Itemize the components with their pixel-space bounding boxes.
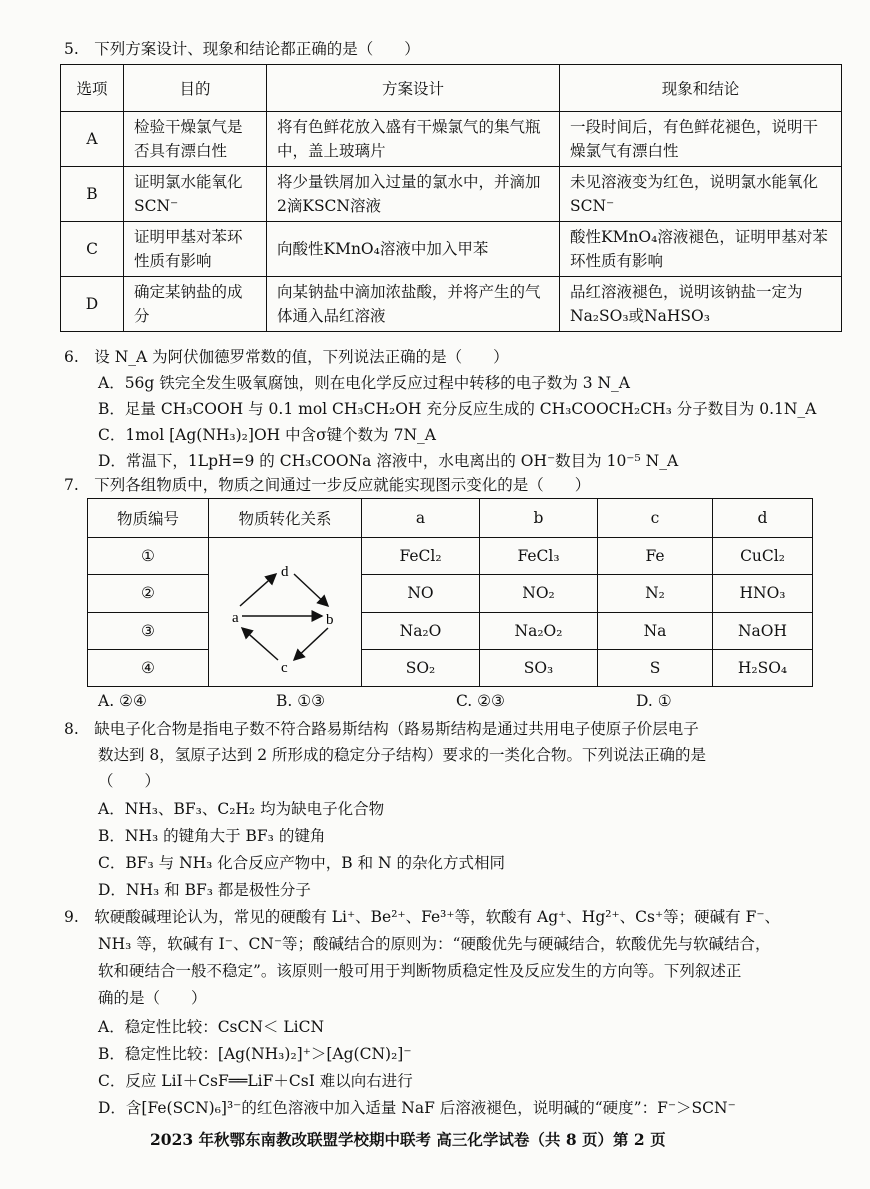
table-row xyxy=(88,575,813,612)
node-b: b xyxy=(326,612,334,628)
q5-table xyxy=(60,64,842,332)
option-cell: C xyxy=(61,222,124,277)
node-d: d xyxy=(281,564,289,580)
col-header: 方案设计 xyxy=(267,65,560,112)
design-cell: 向某钠盐中滴加浓盐酸，并将产生的气体通入品红溶液 xyxy=(267,277,560,332)
q9-option-b: B．稳定性比较：[Ag(NH₃)₂]⁺＞[Ag(CN)₂]⁻ xyxy=(98,1045,412,1063)
q6-option-c: C．1mol [Ag(NH₃)₂]OH 中含σ键个数为 7N_A xyxy=(98,426,436,444)
result-cell: 未见溶液变为红色，说明氯水能氧化SCN⁻ xyxy=(560,167,842,222)
option-cell: B xyxy=(61,167,124,222)
cycle-diagram xyxy=(210,538,360,686)
q9-option-d: D．含[Fe(SCN)₆]³⁻的红色溶液中加入适量 NaF 后溶液褪色，说明碱的“硬度”：F⁻＞SCN⁻ xyxy=(98,1099,736,1117)
q8-option-d: D．NH₃ 和 BF₃ 都是极性分子 xyxy=(98,881,311,899)
d-cell: CuCl₂ xyxy=(713,538,813,575)
col-header: c xyxy=(598,499,713,538)
q9-stem-line-3: 软和硬结合一般不稳定”。该原则一般可用于判断物质稳定性及反应发生的方向等。下列叙述正 xyxy=(98,962,742,980)
q9-stem-line-4: 确的是（ ） xyxy=(98,989,207,1007)
table-row xyxy=(88,612,813,649)
q6-stem: 6. 设 N_A 为阿伏伽德罗常数的值，下列说法正确的是（ ） xyxy=(64,348,509,366)
result-cell: 一段时间后，有色鲜花褪色，说明干燥氯气有漂白性 xyxy=(560,112,842,167)
id-cell: ② xyxy=(88,575,209,612)
design-cell: 向酸性KMnO₄溶液中加入甲苯 xyxy=(267,222,560,277)
b-cell: SO₃ xyxy=(480,649,598,686)
col-header: 物质转化关系 xyxy=(209,499,362,538)
page-footer: 2023 年秋鄂东南教改联盟学校期中联考 高三化学试卷（共 8 页）第 2 页 xyxy=(150,1130,666,1149)
q7-stem: 7. 下列各组物质中，物质之间通过一步反应就能实现图示变化的是（ ） xyxy=(64,476,591,494)
purpose-cell: 确定某钠盐的成分 xyxy=(124,277,267,332)
purpose-cell: 证明氯水能氧化SCN⁻ xyxy=(124,167,267,222)
option-cell: A xyxy=(61,112,124,167)
id-cell: ① xyxy=(88,538,209,575)
q8-option-c: C．BF₃ 与 NH₃ 化合反应产物中，B 和 N 的杂化方式相同 xyxy=(98,854,506,872)
q8-option-b: B．NH₃ 的键角大于 BF₃ 的键角 xyxy=(98,827,326,845)
result-cell: 品红溶液褪色，说明该钠盐一定为Na₂SO₃或NaHSO₃ xyxy=(560,277,842,332)
c-cell: Na xyxy=(598,612,713,649)
a-cell: FeCl₂ xyxy=(362,538,480,575)
q9-option-c: C．反应 LiI＋CsF══LiF＋CsI 难以向右进行 xyxy=(98,1072,413,1090)
table-header-row xyxy=(88,499,813,538)
col-header: 物质编号 xyxy=(88,499,209,538)
id-cell: ④ xyxy=(88,649,209,686)
arrow-c-a xyxy=(242,628,278,660)
table-row xyxy=(88,649,813,686)
col-header: 现象和结论 xyxy=(560,65,842,112)
design-cell: 将有色鲜花放入盛有干燥氯气的集气瓶中，盖上玻璃片 xyxy=(267,112,560,167)
q7-option-a: A. ②④ xyxy=(98,692,147,710)
q9-stem-line-2: NH₃ 等，软碱有 I⁻、CN⁻等；酸碱结合的原则为：“硬酸优先与硬碱结合，软酸优先与软碱结合， xyxy=(98,935,771,953)
q5-stem: 5. 下列方案设计、现象和结论都正确的是（ ） xyxy=(64,40,420,58)
table-row xyxy=(61,167,842,222)
d-cell: H₂SO₄ xyxy=(713,649,813,686)
q6-option-d: D．常温下，1LpH=9 的 CH₃COONa 溶液中，水电离出的 OH⁻数目为 10⁻⁵ N_A xyxy=(98,452,679,470)
node-a: a xyxy=(232,610,239,626)
q8-option-a: A．NH₃、BF₃、C₂H₂ 均为缺电子化合物 xyxy=(98,800,385,818)
d-cell: HNO₃ xyxy=(713,575,813,612)
arrow-b-c xyxy=(294,628,328,660)
q6-option-a: A．56g 铁完全发生吸氧腐蚀，则在电化学反应过程中转移的电子数为 3 N_A xyxy=(98,374,630,392)
a-cell: Na₂O xyxy=(362,612,480,649)
arrow-d-b xyxy=(294,574,328,606)
a-cell: SO₂ xyxy=(362,649,480,686)
col-header: a xyxy=(362,499,480,538)
design-cell: 将少量铁屑加入过量的氯水中，并滴加2滴KSCN溶液 xyxy=(267,167,560,222)
b-cell: NO₂ xyxy=(480,575,598,612)
table-row xyxy=(61,277,842,332)
q8-stem-line-1: 8. 缺电子化合物是指电子数不符合路易斯结构（路易斯结构是通过共用电子使原子价层电子 xyxy=(64,720,699,738)
c-cell: Fe xyxy=(598,538,713,575)
b-cell: Na₂O₂ xyxy=(480,612,598,649)
c-cell: S xyxy=(598,649,713,686)
b-cell: FeCl₃ xyxy=(480,538,598,575)
table-header-row xyxy=(61,65,842,112)
q6-option-b: B．足量 CH₃COOH 与 0.1 mol CH₃CH₂OH 充分反应生成的 CH₃COOCH₂CH₃ 分子数目为 0.1N_A xyxy=(98,400,817,418)
q8-stem-line-2: 数达到 8，氢原子达到 2 所形成的稳定分子结构）要求的一类化合物。下列说法正确的是 xyxy=(98,746,707,764)
q9-stem-line-1: 9. 软硬酸碱理论认为，常见的硬酸有 Li⁺、Be²⁺、Fe³⁺等，软酸有 Ag⁺、Hg²⁺、Cs⁺等；硬碱有 F⁻、 xyxy=(64,908,780,926)
q7-table xyxy=(87,498,813,687)
col-header: d xyxy=(713,499,813,538)
q7-option-b: B. ①③ xyxy=(276,692,326,710)
arrow-a-d xyxy=(240,574,276,606)
node-c: c xyxy=(281,660,288,676)
result-cell: 酸性KMnO₄溶液褪色，证明甲基对苯环性质有影响 xyxy=(560,222,842,277)
table-row xyxy=(61,112,842,167)
c-cell: N₂ xyxy=(598,575,713,612)
purpose-cell: 检验干燥氯气是否具有漂白性 xyxy=(124,112,267,167)
purpose-cell: 证明甲基对苯环性质有影响 xyxy=(124,222,267,277)
q7-option-c: C. ②③ xyxy=(456,692,505,710)
col-header: 选项 xyxy=(61,65,124,112)
q9-option-a: A．稳定性比较：CsCN＜ LiCN xyxy=(98,1018,325,1036)
transformation-diagram xyxy=(209,538,362,687)
option-cell: D xyxy=(61,277,124,332)
q7-option-d: D. ① xyxy=(636,692,672,710)
d-cell: NaOH xyxy=(713,612,813,649)
q8-stem-line-3: （ ） xyxy=(98,772,161,790)
col-header: 目的 xyxy=(124,65,267,112)
a-cell: NO xyxy=(362,575,480,612)
col-header: b xyxy=(480,499,598,538)
table-row xyxy=(88,538,813,575)
table-row xyxy=(61,222,842,277)
id-cell: ③ xyxy=(88,612,209,649)
